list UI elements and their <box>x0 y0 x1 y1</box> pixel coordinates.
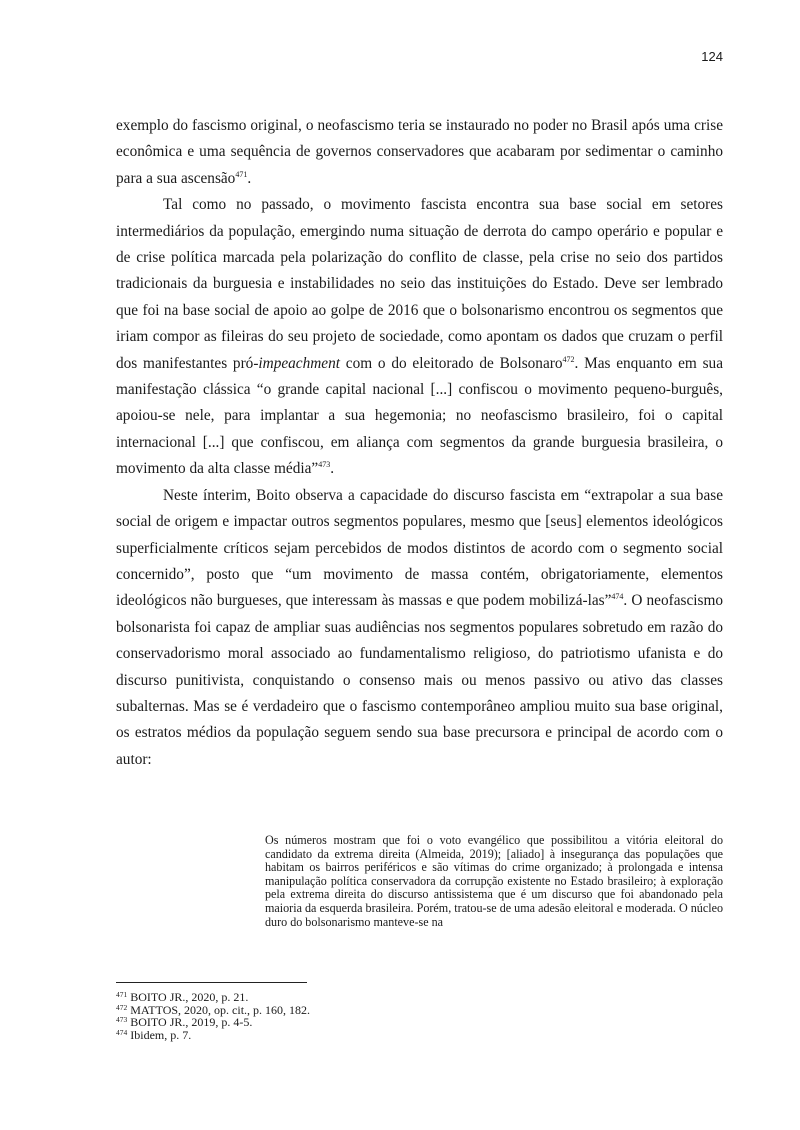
paragraph-3 <box>116 483 723 773</box>
block-quote: Os números mostram que foi o voto evangélico que possibilitou a vitória eleitoral do candidato da extrema direita (Almeida, 2019); [aliado] à insegurança das populações que habitam os bairros periféricos e são vítimas do crime organizado; à prolongada e intensa manipulação política conservadora da corrupção existente no Estado brasileiro; à exploração pela extrema direita do discurso antissistema que é um discurso que foi abandonado pela maioria da esquerda brasileira. Porém, tratou-se de uma adesão eleitoral e moderada. O núcleo duro do bolsonarismo manteve-se na <box>265 833 723 929</box>
paragraph-text: Neste ínterim, Boito observa a capacidade do discurso fascista em “extrapolar a sua base social de origem e impactar outros segmentos populares, mesmo que [seus] elementos ideológicos superficialmente críticos sejam percebidos de modos distintos de acordo com o segmento social concernido”, posto que “um movimento de massa contém, obrigatoriamente, elementos ideológicos não burgueses, que interessam às massas e que podem mobilizá-las” <box>116 486 723 610</box>
paragraph-text: Tal como no passado, o movimento fascista encontra sua base social em setores intermediários da população, emergindo numa situação de derrota do campo operário e popular e de crise política marcada pela polarização do conflito de classe, pela crise no seio dos partidos tradicionais da burguesia e instabilidades no seio das instituições do Estado. Deve ser lembrado que foi na base social de apoio ao golpe de 2016 que o bolsonarismo encontrou os segmentos que iriam compor as fileiras do seu projeto de sociedade, como apontam os dados que cruzam o perfil dos manifestantes pró- <box>116 196 723 372</box>
footnote-474 <box>116 1029 516 1042</box>
paragraph-1 <box>116 113 723 192</box>
main-text <box>116 113 723 773</box>
paragraph-text: exemplo do fascismo original, o neofascismo teria se instaurado no poder no Brasil após uma crise econômica e uma sequência de governos conservadores que acabaram por sedimentar o caminho para a sua ascensão <box>116 117 723 187</box>
footnote-text: BOITO JR., 2019, p. 4-5. <box>127 1015 253 1030</box>
footnote-ref: 471 <box>235 169 248 179</box>
footnote-ref: 472 <box>562 354 575 364</box>
footnote-number: 473 <box>116 1015 128 1025</box>
footnote-ref: 473 <box>318 460 331 470</box>
footnotes <box>116 991 516 1041</box>
footnote-divider <box>116 982 307 983</box>
footnote-ref: 474 <box>611 592 624 602</box>
footnote-number: 471 <box>116 990 128 999</box>
paragraph-text: com o do eleitorado de Bolsonaro <box>339 354 563 372</box>
footnote-text: Ibidem, p. 7. <box>127 1027 192 1042</box>
footnote-number: 472 <box>116 1002 128 1012</box>
page-number: 124 <box>701 49 723 64</box>
italic-term: impeachment <box>258 354 340 372</box>
paragraph-end: . <box>247 169 252 187</box>
paragraph-text: . O neofascismo bolsonarista foi capaz de ampliar suas audiências nos segmentos populares sobretudo em razão do conservadorismo moral associado ao fundamentalismo religioso, do patriotismo ufanista e do discurso punitivista, conquistando o consenso mais ou menos passivo ou ativo das classes subalternas. Mas se é verdadeiro que o fascismo contemporâneo ampliou muito sua base original, os estratos médios da população seguem sendo sua base precursora e principal de acordo com o autor: <box>116 592 723 768</box>
paragraph-2 <box>116 192 723 482</box>
footnote-number: 474 <box>116 1027 128 1037</box>
footnote-text: MATTOS, 2020, op. cit., p. 160, 182. <box>127 1002 311 1017</box>
paragraph-end: . <box>330 460 335 478</box>
footnote-text: BOITO JR., 2020, p. 21. <box>127 990 249 1004</box>
paragraph-text: . Mas enquanto em sua manifestação clássica “o grande capital nacional [...] confiscou o movimento pequeno-burguês, apoiou-se nele, para implantar a sua hegemonia; no neofascismo brasileiro, foi o capital internacional [...] que confiscou, em aliança com segmentos da grande burguesia brasileira, o movimento da alta classe média” <box>116 354 723 478</box>
